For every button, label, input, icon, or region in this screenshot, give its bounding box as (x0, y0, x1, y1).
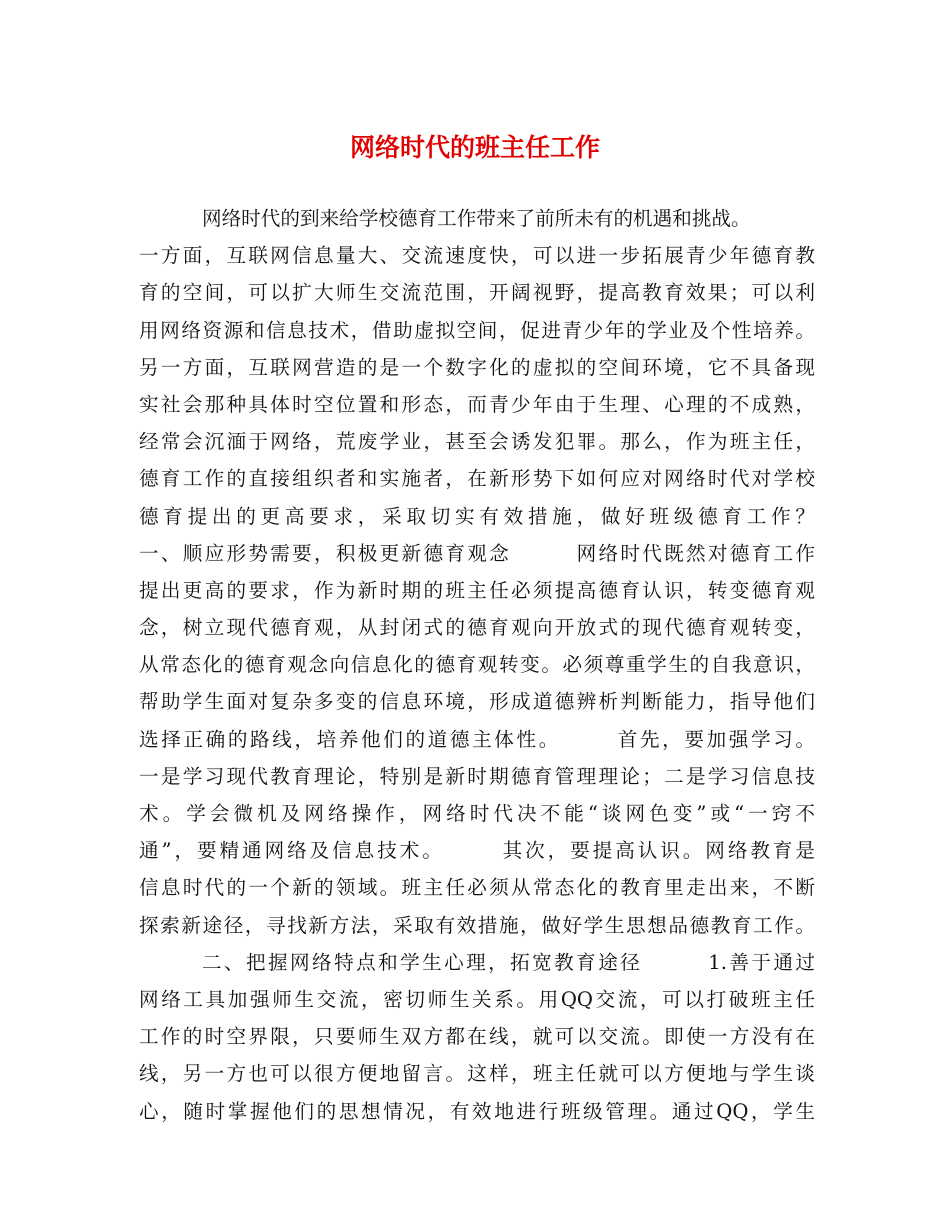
text-line: 从常态化的德育观念向信息化的德育观转变。必须尊重学生的自我意识， (139, 653, 815, 677)
text-line: 实社会那种具体时空位置和形态，而青少年由于生理、心理的不成熟， (139, 392, 815, 416)
text-line: 一是学习现代教育理论，特别是新时期德育管理理论；二是学习信息技 (139, 764, 815, 788)
text-line: 用网络资源和信息技术，借助虚拟空间，促进青少年的学业及个性培养。 (139, 318, 815, 342)
text-line: 一方面，互联网信息量大、交流速度快，可以进一步拓展青少年德育教 (139, 244, 815, 268)
text-line: 网络时代的到来给学校德育工作带来了前所未有的机遇和挑战。 (202, 207, 751, 230)
text-line: 工作的时空界限，只要师生双方都在线，就可以交流。即使一方没有在 (139, 1025, 815, 1049)
text-line: 网络工具加强师生交流，密切师生关系。用QQ交流，可以打破班主任 (139, 987, 815, 1011)
text-line: 心，随时掌握他们的思想情况，有效地进行班级管理。通过QQ，学生 (139, 1099, 815, 1123)
text-line: 二、把握网络特点和学生心理，拓宽教育途径 1.善于通过 (202, 950, 815, 974)
text-line: 经常会沉湎于网络，荒废学业，甚至会诱发犯罪。那么，作为班主任， (139, 430, 815, 454)
text-line: 一、顺应形势需要，积极更新德育观念 网络时代既然对德育工作 (139, 541, 815, 565)
text-line: 帮助学生面对复杂多变的信息环境，形成道德辨析判断能力，指导他们 (139, 690, 815, 714)
document-title: 网络时代的班主任工作 (349, 133, 600, 162)
document-body (139, 200, 815, 1130)
text-line: 德育提出的更高要求，采取切实有效措施，做好班级德育工作？ (139, 504, 815, 528)
text-line: 念，树立现代德育观，从封闭式的德育观向开放式的现代德育观转变， (139, 616, 815, 640)
text-line: 信息时代的一个新的领域。班主任必须从常态化的教育里走出来，不断 (139, 876, 815, 900)
text-line: 术。学会微机及网络操作，网络时代决不能“谈网色变”或“一窍不 (139, 802, 815, 825)
text-line: 提出更高的要求，作为新时期的班主任必须提高德育认识，转变德育观 (139, 578, 815, 602)
text-line: 线，另一方也可以很方便地留言。这样，班主任就可以方便地与学生谈 (139, 1062, 815, 1086)
text-line: 德育工作的直接组织者和实施者，在新形势下如何应对网络时代对学校 (139, 467, 815, 491)
text-line: 探索新途径，寻找新方法，采取有效措施，做好学生思想品德教育工作。 (139, 913, 815, 937)
text-line: 育的空间，可以扩大师生交流范围，开阔视野，提高教育效果；可以利 (139, 281, 815, 305)
text-line: 通”，要精通网络及信息技术。 其次，要提高认识。网络教育是 (139, 839, 815, 863)
text-line: 另一方面，互联网营造的是一个数字化的虚拟的空间环境，它不具备现 (139, 355, 815, 379)
text-line: 选择正确的路线，培养他们的道德主体性。 首先，要加强学习。 (139, 727, 815, 751)
